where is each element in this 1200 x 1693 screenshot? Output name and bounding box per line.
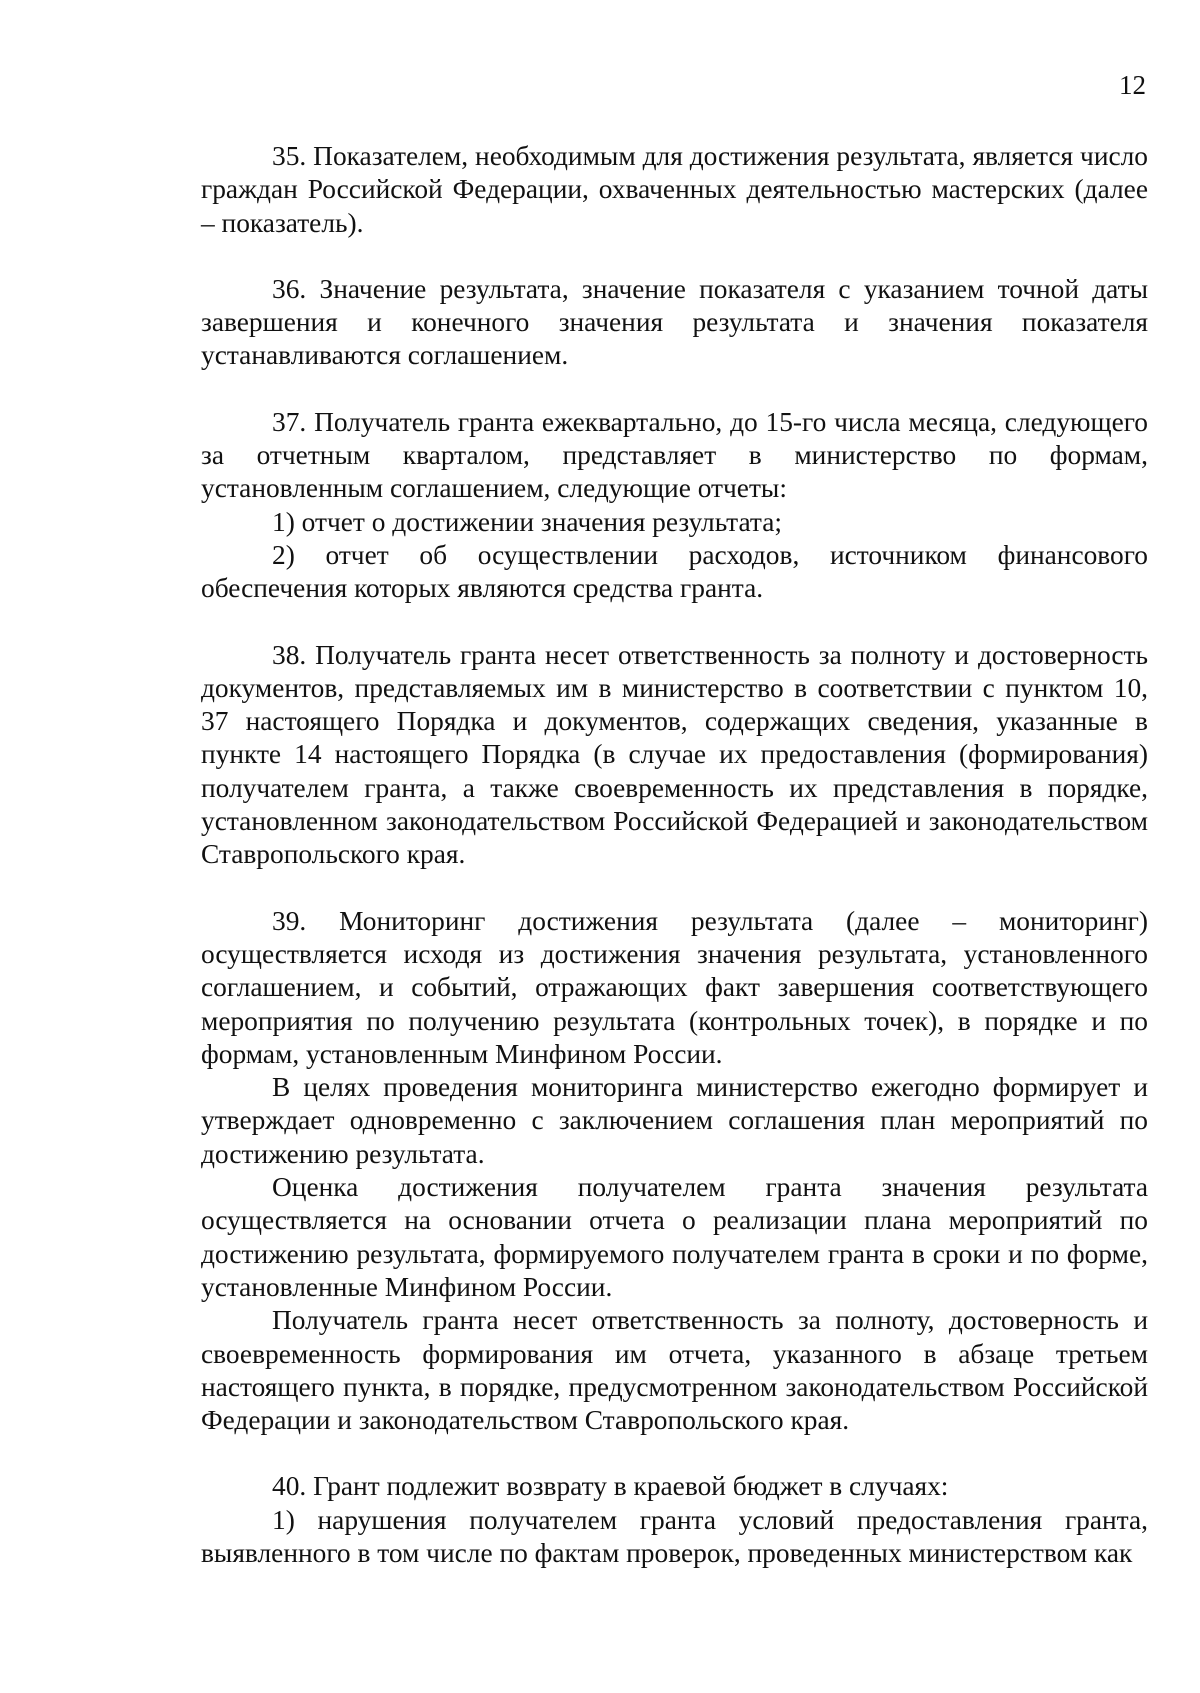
paragraph: 2) отчет об осуществлении расходов, источником финансового обеспечения которых являются средства гранта. bbox=[201, 539, 1148, 604]
paragraph: 1) отчет о достижении значения результата; bbox=[272, 506, 783, 537]
paragraph: 35. Показателем, необходимым для достижения результата, является число граждан Российской Федерации, охваченных деятельностью мастерских (далее – показатель). bbox=[201, 141, 1148, 238]
paragraph: 1) нарушения получателем гранта условий предоставления гранта, выявленного в том числе по фактам проверок, проведенных министерством как bbox=[201, 1504, 1148, 1568]
paragraph: В целях проведения мониторинга министерство ежегодно формирует и утверждает одновременно с заключением соглашения план мероприятий по достижению результата. bbox=[201, 1072, 1148, 1169]
document-body bbox=[201, 140, 1148, 1570]
paragraph: 39. Мониторинг достижения результата (далее – мониторинг) осуществляется исходя из достижения значения результата, установленного соглашением, и событий, отражающих факт завершения соответствующего мероприятия по получению результата (контрольных точек), в порядке и по формам, установленным Минфином России. bbox=[201, 905, 1148, 1069]
paragraph: 36. Значение результата, значение показателя с указанием точной даты завершения и конечного значения результата и значения показателя устанавливаются соглашением. bbox=[201, 273, 1148, 371]
paragraph: 38. Получатель гранта несет ответственность за полноту и достоверность документов, представляемых им в министерство в соответствии с пунктом 10, 37 настоящего Порядка и документов, содержащих сведения, указанные в пункте 14 настоящего Порядка (в случае их предоставления (формирования) получателем гранта, а также своевременность их представления в порядке, установленном законодательством Российской Федерацией и законодательством Ставропольского края. bbox=[201, 639, 1148, 870]
page-number: 12 bbox=[1119, 70, 1146, 100]
paragraph: Оценка достижения получателем гранта значения результата осуществляется на основании отчета о реализации плана мероприятий по достижению результата, формируемого получателем гранта в сроки и по форме, установленные Минфином России. bbox=[201, 1172, 1148, 1302]
paragraph: 37. Получатель гранта ежеквартально, до 15-го числа месяца, следующего за отчетным кварталом, представляет в министерство по формам, установленным соглашением, следующие отчеты: bbox=[201, 406, 1148, 504]
paragraph: 40. Грант подлежит возврату в краевой бюджет в случаях: bbox=[272, 1471, 949, 1502]
paragraph: Получатель гранта несет ответственность за полноту, достоверность и своевременность формирования им отчета, указанного в абзаце третьем настоящего пункта, в порядке, предусмотренном законодательством Российской Федерации и законодательством Ставропольского края. bbox=[201, 1305, 1148, 1436]
